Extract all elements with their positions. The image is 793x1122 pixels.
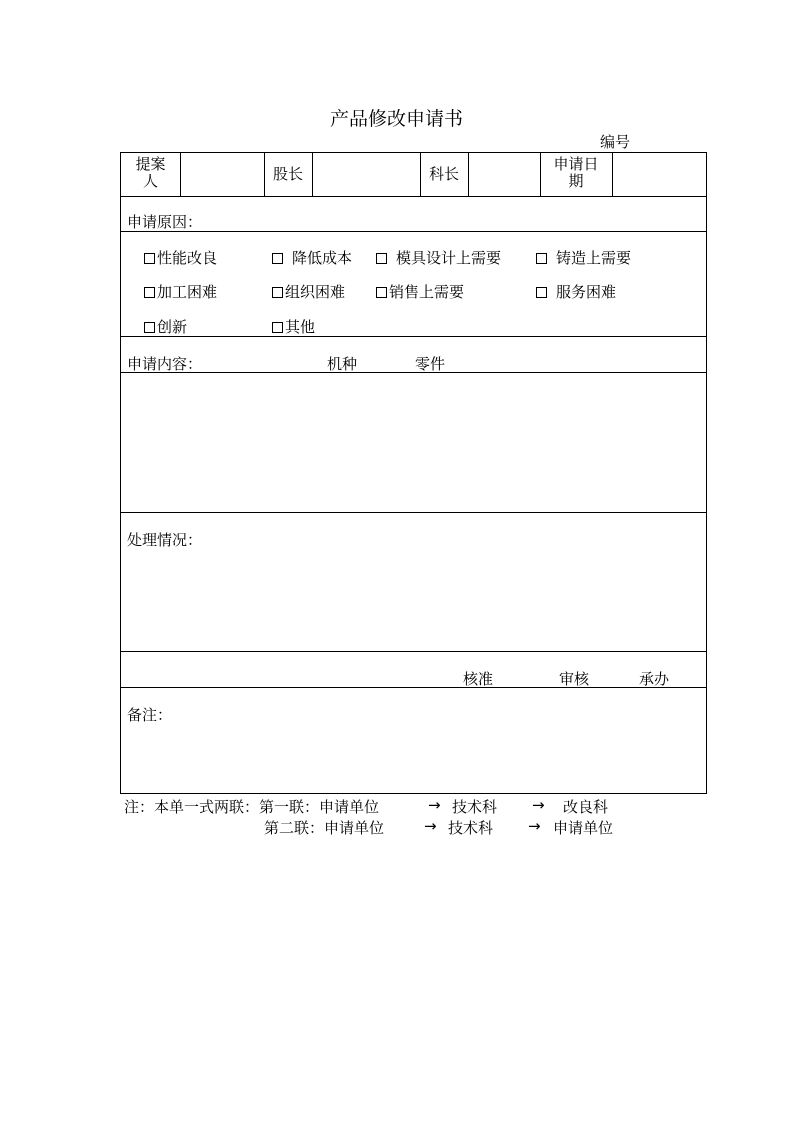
reason-option-casting[interactable]: 铸造上需要: [536, 247, 631, 268]
division-chief-field[interactable]: [469, 153, 540, 196]
section-chief-label: 股长: [272, 165, 303, 183]
routing-step: 技术科: [452, 798, 498, 816]
checkbox-icon: [144, 322, 155, 333]
routing-note-line2: 第二联：申请单位: [264, 819, 385, 837]
apply-date-field[interactable]: [613, 153, 706, 196]
reason-option-performance[interactable]: 性能改良: [144, 247, 217, 268]
reason-label: 申请原因：: [127, 213, 203, 231]
arrow-icon: →: [424, 817, 437, 835]
approve-label: 核准: [463, 670, 494, 688]
checkbox-icon: [144, 287, 155, 298]
part-label: 零件: [415, 355, 446, 373]
section-chief-field[interactable]: [313, 153, 420, 196]
form-title: 产品修改申请书: [329, 108, 463, 130]
proposer-label: 提案 人: [135, 155, 166, 190]
checkbox-icon: [272, 322, 283, 333]
routing-step: 技术科: [448, 819, 494, 837]
routing-note-line1: 注：本单一式两联：第一联：申请单位: [124, 798, 380, 816]
remarks-field[interactable]: [121, 688, 706, 792]
serial-number-label: 编号: [600, 133, 631, 151]
checkbox-icon: [272, 253, 283, 264]
reason-option-mold[interactable]: 模具设计上需要: [376, 247, 501, 268]
proposer-field[interactable]: [181, 153, 264, 196]
reason-option-sales[interactable]: 销售上需要: [376, 281, 464, 302]
content-label: 申请内容：: [127, 355, 203, 373]
reason-option-processing[interactable]: 加工困难: [144, 281, 217, 302]
handler-label: 承办: [639, 670, 670, 688]
routing-step: 改良科: [563, 798, 609, 816]
divider: [121, 651, 706, 652]
divider: [121, 196, 706, 197]
divider: [121, 231, 706, 232]
checkbox-icon: [376, 287, 387, 298]
content-field[interactable]: [121, 373, 706, 512]
reason-option-service[interactable]: 服务困难: [536, 281, 616, 302]
apply-date-label: 申请日 期: [553, 155, 599, 190]
reason-option-other[interactable]: 其他: [272, 316, 315, 337]
checkbox-icon: [376, 253, 387, 264]
checkbox-icon: [144, 253, 155, 264]
reason-option-innovation[interactable]: 创新: [144, 316, 187, 337]
arrow-icon: →: [532, 796, 545, 814]
arrow-icon: →: [528, 817, 541, 835]
checkbox-icon: [536, 253, 547, 264]
checkbox-icon: [272, 287, 283, 298]
handling-field[interactable]: [121, 513, 706, 651]
reason-option-cost[interactable]: 降低成本: [272, 247, 352, 268]
division-chief-label: 科长: [428, 165, 459, 183]
reason-option-organization[interactable]: 组织困难: [272, 281, 345, 302]
arrow-icon: →: [428, 796, 441, 814]
application-form: [120, 152, 707, 794]
remarks-label: 备注：: [127, 706, 173, 724]
checkbox-icon: [536, 287, 547, 298]
model-label: 机种: [327, 355, 358, 373]
routing-step: 申请单位: [553, 819, 614, 837]
divider: [121, 336, 706, 337]
review-label: 审核: [559, 670, 590, 688]
handling-label: 处理情况：: [127, 531, 203, 549]
